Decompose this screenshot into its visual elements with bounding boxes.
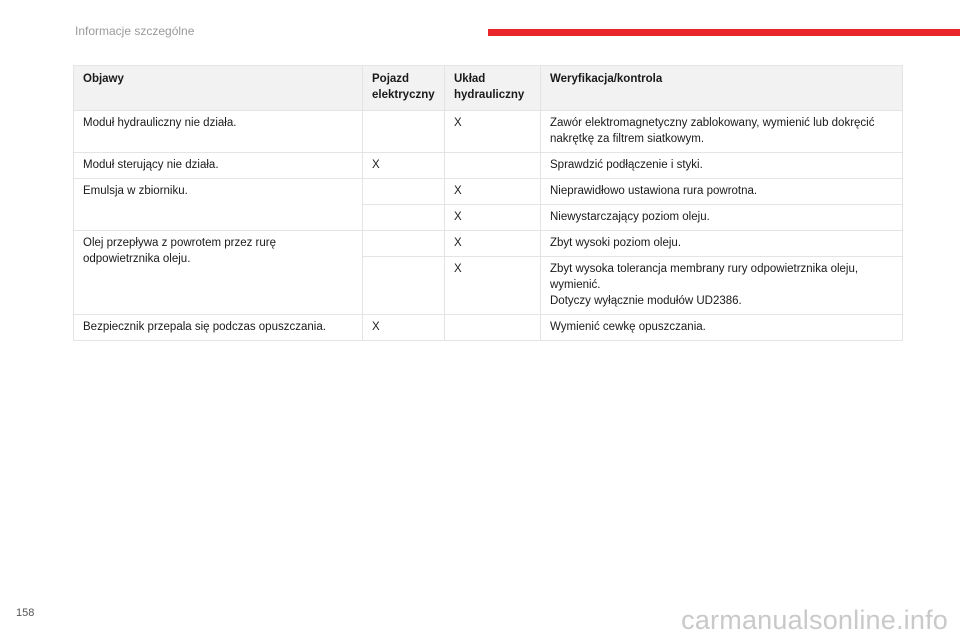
hydraulic-system-mark: X (445, 205, 541, 231)
column-header-symptoms: Objawy (74, 66, 363, 111)
table-row (74, 111, 903, 153)
electric-vehicle-mark (363, 179, 445, 205)
verification-text: Zbyt wysoka tolerancja membrany rury odpowietrznika oleju, wymienić. (550, 263, 859, 291)
verification-cell: Wymienić cewkę opuszczania. (541, 315, 903, 341)
table-row (74, 315, 903, 341)
symptom-cell: Moduł sterujący nie działa. (74, 153, 363, 179)
header-accent-bar (488, 29, 960, 36)
hydraulic-system-mark: X (445, 231, 541, 257)
electric-vehicle-mark: X (363, 315, 445, 341)
verification-note: Dotyczy wyłącznie modułów UD2386. (550, 295, 742, 307)
verification-cell: Sprawdzić podłączenie i styki. (541, 153, 903, 179)
electric-vehicle-mark (363, 231, 445, 257)
verification-cell: Zbyt wysoki poziom oleju. (541, 231, 903, 257)
page-number: 158 (16, 607, 35, 619)
symptom-cell: Bezpiecznik przepala się podczas opuszczania. (74, 315, 363, 341)
symptom-cell: Olej przepływa z powrotem przez rurę odpowietrznika oleju. (74, 231, 363, 315)
hydraulic-system-mark: X (445, 111, 541, 153)
hydraulic-system-mark: X (445, 257, 541, 315)
table-row (74, 231, 903, 257)
section-title: Informacje szczególne (75, 24, 195, 38)
electric-vehicle-mark (363, 111, 445, 153)
watermark: carmanualsonline.info (681, 605, 948, 635)
column-header-electric-vehicle: Pojazd elektryczny (363, 66, 445, 111)
column-header-hydraulic-system: Układ hydrauliczny (445, 66, 541, 111)
verification-cell: Zawór elektromagnetyczny zablokowany, wymienić lub dokręcić nakrętkę za filtrem siatkowym. (541, 111, 903, 153)
hydraulic-system-mark (445, 315, 541, 341)
symptom-cell: Moduł hydrauliczny nie działa. (74, 111, 363, 153)
verification-cell: Nieprawidłowo ustawiona rura powrotna. (541, 179, 903, 205)
table-header-row (74, 66, 903, 111)
table-row (74, 153, 903, 179)
electric-vehicle-mark (363, 257, 445, 315)
electric-vehicle-mark (363, 205, 445, 231)
electric-vehicle-mark: X (363, 153, 445, 179)
symptom-cell: Emulsja w zbiorniku. (74, 179, 363, 231)
hydraulic-system-mark: X (445, 179, 541, 205)
hydraulic-system-mark (445, 153, 541, 179)
column-header-verification: Weryfikacja/kontrola (541, 66, 903, 111)
table-row (74, 179, 903, 205)
verification-cell: Niewystarczający poziom oleju. (541, 205, 903, 231)
verification-cell (541, 257, 903, 315)
diagnostics-table (73, 65, 903, 341)
